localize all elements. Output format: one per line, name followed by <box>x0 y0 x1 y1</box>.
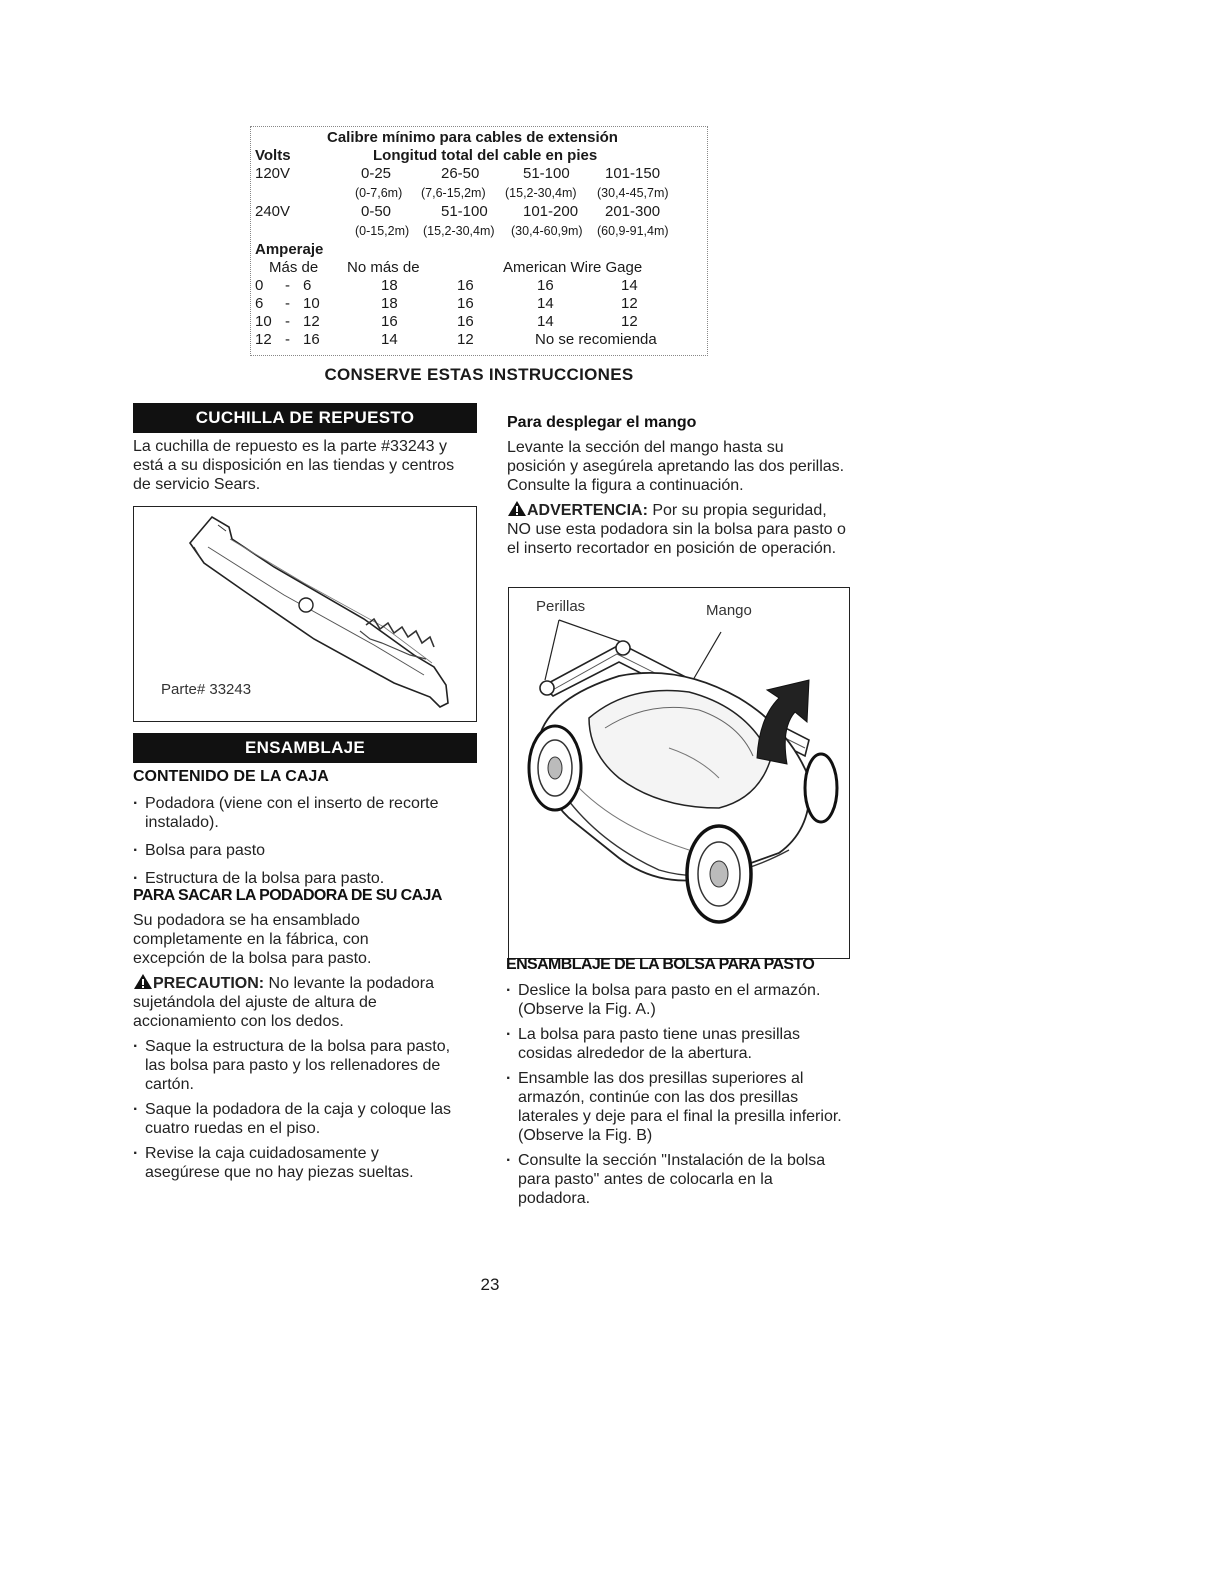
blade-figure <box>133 506 477 722</box>
gauge-cell: 18 <box>381 295 398 312</box>
volt-240: 240V <box>255 203 291 220</box>
gauge-cell: 12 <box>621 295 638 312</box>
bolsa-list <box>506 981 846 1214</box>
cuchilla-intro: La cuchilla de repuesto es la parte #33243 y está a su disposición en las tiendas y centros de servicio Sears. <box>133 438 455 493</box>
list-item: · Bolsa para pasto <box>133 841 479 860</box>
amp-to: 16 <box>303 331 320 348</box>
amp-from: 6 <box>255 295 264 312</box>
metric-cell: (0-7,6m) <box>355 186 403 200</box>
gauge-cell: 12 <box>457 331 474 348</box>
no-mas-de-label: No más de <box>347 259 420 276</box>
desplegar-heading: Para desplegar el mango <box>507 414 697 431</box>
wheel-icon <box>805 754 837 822</box>
sacar-paragraph: Su podadora se ha ensamblado completamente en la fábrica, con excepción de la bolsa para pasto. <box>133 912 372 967</box>
range-cell: 201-300 <box>605 203 661 220</box>
range-cell: 26-50 <box>441 165 480 182</box>
list-item: · Saque la estructura de la bolsa para pasto, las bolsa para pasto y los rellenadores de cartón. <box>133 1037 453 1094</box>
mango-label: Mango <box>706 602 752 619</box>
range-cell: 101-150 <box>605 165 661 182</box>
list-item: · Revise la caja cuidadosamente y asegúrese que no hay piezas sueltas. <box>133 1144 453 1182</box>
bolsa-heading: ENSAMBLAJE DE LA BOLSA PARA PASTO <box>506 956 815 973</box>
perillas-label: Perillas <box>536 598 586 615</box>
metric-cell: (0-15,2m) <box>355 224 410 238</box>
list-item: · Podadora (viene con el inserto de recorte instalado). <box>133 794 479 832</box>
gauge-cell: 16 <box>381 313 398 330</box>
list-item: · Ensamble las dos presillas superiores al armazón, continúe con las dos presillas laterales y deje para el final la presilla inferior. (Observe la Fig. B) <box>506 1069 846 1145</box>
gauge-cell: 14 <box>381 331 398 348</box>
length-header: Longitud total del cable en pies <box>373 147 598 164</box>
not-recommended-note: No se recomienda <box>535 331 657 348</box>
warning-icon <box>133 973 153 990</box>
amp-to: 6 <box>303 277 312 294</box>
range-cell: 0-25 <box>361 165 392 182</box>
mower-drawing <box>509 588 849 958</box>
conserve-instructions: CONSERVE ESTAS INSTRUCCIONES <box>324 365 634 384</box>
metric-cell: (15,2-30,4m) <box>505 186 577 200</box>
banner-ensamblaje: ENSAMBLAJE <box>133 733 477 763</box>
knob-icon <box>616 641 630 655</box>
banner-cuchilla: CUCHILLA DE REPUESTO <box>133 403 477 433</box>
gauge-cell: 18 <box>381 277 398 294</box>
mower-figure <box>508 587 850 959</box>
extension-cord-table: Calibre mínimo para cables de extensión Volts Longitud total del cable en pies 120V 0-25 26-50 51-100 101-150 (0-7,6m) (7,6-15,2m) (15,2-30,4m) (30,4-45,7m) 240V 0-50 51-100 101-200 201-300 (0-15,2m) (15,2-30,4m) (30,4-60,9m) (60,9-91,4m) Amperaje Más de No más de American Wire Gage 0 - 6 18 16 16 14 6 - 10 18 16 14 12 10 - 12 16 16 14 12 12 - 16 14 12 No se recomienda <box>250 126 708 356</box>
desplegar-paragraph: Levante la sección del mango hasta su posición y asegúrela apretando las dos perillas. Consulte la figura a continuación. <box>507 439 845 494</box>
amp-to: 10 <box>303 295 320 312</box>
range-cell: 51-100 <box>441 203 488 220</box>
metric-cell: (7,6-15,2m) <box>421 186 486 200</box>
sacar-heading: PARA SACAR LA PODADORA DE SU CAJA <box>133 887 442 904</box>
gauge-cell: 14 <box>621 277 638 294</box>
amp-to: 12 <box>303 313 320 330</box>
list-item: · Consulte la sección "Instalación de la bolsa para pasto" antes de colocarla en la podadora. <box>506 1151 846 1208</box>
amp-from: 0 <box>255 277 264 294</box>
volt-120: 120V <box>255 165 291 182</box>
amp-from: 12 <box>255 331 272 348</box>
precaution-label: PRECAUTION: <box>153 975 265 992</box>
range-cell: 101-200 <box>523 203 579 220</box>
amp-from: 10 <box>255 313 272 330</box>
blade-center-hole <box>299 598 313 612</box>
metric-cell: (15,2-30,4m) <box>423 224 495 238</box>
gauge-cell: 16 <box>457 313 474 330</box>
advertencia-text: Por su propia seguridad, NO use esta podadora sin la bolsa para pasto o el inserto recortador en posición de operación. <box>507 502 846 557</box>
gauge-cell: 16 <box>537 277 554 294</box>
metric-cell: (60,9-91,4m) <box>597 224 669 238</box>
range-cell: 0-50 <box>361 203 392 220</box>
list-item: · Deslice la bolsa para pasto en el armazón. (Observe la Fig. A.) <box>506 981 846 1019</box>
precaution-text: No levante la podadora sujetándola del ajuste de altura de accionamiento con los dedos. <box>133 975 435 1030</box>
list-item: · Estructura de la bolsa para pasto. <box>133 869 479 888</box>
warning-icon <box>507 500 527 517</box>
gauge-cell: 16 <box>457 277 474 294</box>
metric-cell: (30,4-60,9m) <box>511 224 583 238</box>
advertencia-paragraph <box>507 500 852 558</box>
contenido-heading: CONTENIDO DE LA CAJA <box>133 768 329 785</box>
amperaje-label: Amperaje <box>255 241 324 258</box>
awg-label: American Wire Gage <box>503 259 643 276</box>
volts-label: Volts <box>255 147 291 164</box>
metric-cell: (30,4-45,7m) <box>597 186 669 200</box>
contenido-list <box>133 794 479 894</box>
table-title: Calibre mínimo para cables de extensión <box>327 129 618 146</box>
blade-part-label: Parte# 33243 <box>161 681 252 698</box>
gauge-cell: 14 <box>537 295 554 312</box>
gauge-cell: 16 <box>457 295 474 312</box>
precaution-paragraph <box>133 973 478 1031</box>
list-item: · Saque la podadora de la caja y coloque las cuatro ruedas en el piso. <box>133 1100 453 1138</box>
advertencia-label: ADVERTENCIA: <box>527 502 648 519</box>
gauge-cell: 14 <box>537 313 554 330</box>
gauge-cell: 12 <box>621 313 638 330</box>
page-number: 23 <box>480 1275 500 1294</box>
knob-icon <box>540 681 554 695</box>
sacar-list <box>133 1037 453 1188</box>
mas-de-label: Más de <box>269 259 319 276</box>
range-cell: 51-100 <box>523 165 570 182</box>
list-item: · La bolsa para pasto tiene unas presillas cosidas alrededor de la abertura. <box>506 1025 846 1063</box>
